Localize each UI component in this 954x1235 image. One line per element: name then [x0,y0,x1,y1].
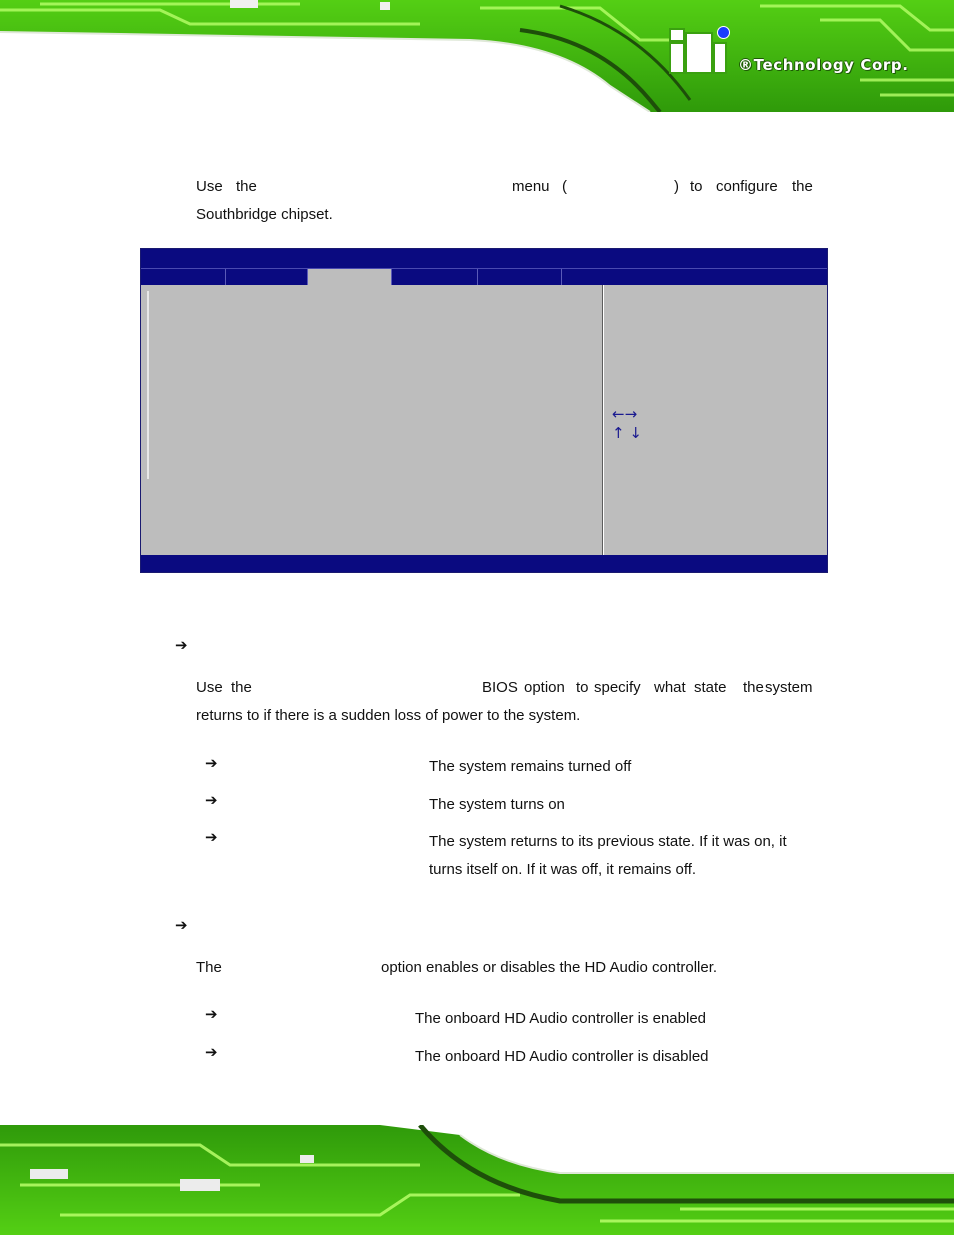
bios-title-bar [141,249,827,268]
bios-southbridge-screen [140,248,828,573]
section1-line-2: returns to if there is a sudden loss of power to the system. [196,707,581,724]
section-bullet-icon: ➔ [175,636,188,654]
iei-logo-icon [667,24,729,74]
bios-tab[interactable] [478,269,562,285]
option-bullet-icon: ➔ [205,828,218,846]
option-description: The system remains turned off [429,758,632,775]
para-word: what [654,679,686,696]
para-word: Use [196,679,223,696]
option-bullet-icon: ➔ [205,754,218,772]
option-description-cont: turns itself on. If it was off, it remains off. [429,861,697,878]
brand-name: ®Technology Corp. [738,56,909,74]
option-description: The onboard HD Audio controller is enabled [415,1010,707,1027]
option-bullet-icon: ➔ [205,1005,218,1023]
page-header-banner [0,0,954,112]
para-word: BIOS [482,679,518,696]
option-description: The onboard HD Audio controller is disabled [415,1048,709,1065]
option-description: The system returns to its previous state. If it was on, it [429,833,787,850]
intro-word: the [792,178,813,195]
left-right-arrows-icon: ←→ [612,405,638,423]
section2-para-rest: option enables or disables the HD Audio controller. [381,959,718,976]
intro-word: configure [716,178,778,195]
para-word: to [576,679,589,696]
section-bullet-icon: ➔ [175,916,188,934]
para-word: the [743,679,764,696]
intro-word: the [236,178,257,195]
option-bullet-icon: ➔ [205,791,218,809]
intro-word: to [690,178,703,195]
intro-word: Use [196,178,223,195]
circuit-board-footer-graphic [0,1125,954,1235]
para-word: the [231,679,252,696]
intro-line-2: Southbridge chipset. [196,206,333,223]
bios-tab-active[interactable] [308,269,392,285]
bios-tab[interactable] [226,269,308,285]
option-description: The system turns on [429,796,565,813]
para-word: specify [594,679,641,696]
bios-scroll-rule [147,291,149,479]
bios-tab[interactable] [141,269,226,285]
bios-settings-panel [141,285,603,555]
bios-help-panel [604,285,827,555]
page-footer-banner [0,1125,954,1235]
para-word: system [765,679,813,696]
bios-status-bar [141,555,827,572]
up-down-arrows-icon: ↑ ↓ [612,424,642,442]
section2-para-start: The [196,959,222,976]
bios-tab[interactable] [392,269,478,285]
intro-word: menu [512,178,550,195]
option-bullet-icon: ➔ [205,1043,218,1061]
intro-word: ) [674,178,679,195]
bios-menu-bar [141,268,827,285]
para-word: state [694,679,727,696]
para-word: option [524,679,565,696]
intro-word: ( [562,178,567,195]
